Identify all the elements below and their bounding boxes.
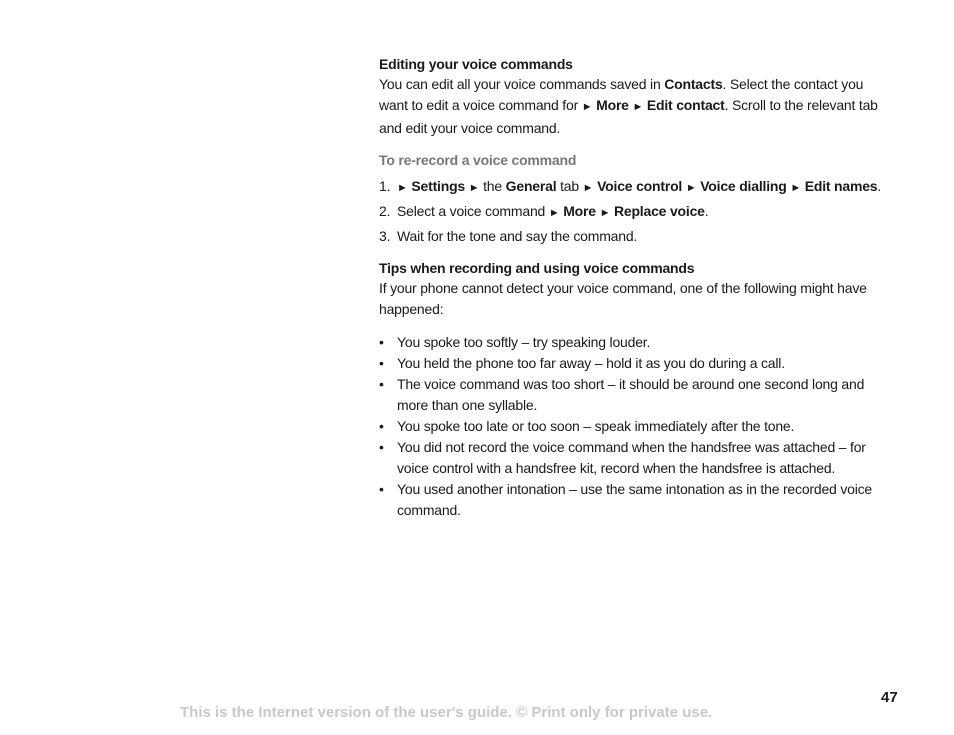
arrow-icon: ► — [599, 207, 611, 219]
arrow-icon: ► — [397, 182, 408, 194]
bullet-icon: • — [379, 376, 384, 392]
edit-contact-term: Edit contact — [646, 97, 725, 113]
arrow-icon: ► — [685, 182, 697, 194]
tips-list — [379, 332, 894, 521]
list-item: • You used another intonation – use the same intonation as in the recorded voice command. — [379, 479, 894, 521]
rerecord-steps — [379, 176, 894, 247]
step-item: 3. Wait for the tone and say the command. — [379, 228, 638, 244]
tips-intro: If your phone cannot detect your voice command, one of the following might have happened: — [379, 280, 867, 317]
bullet-icon: • — [379, 334, 384, 350]
bullet-icon: • — [379, 355, 384, 371]
list-item: • You spoke too softly – try speaking louder. — [379, 332, 894, 353]
editing-paragraph: You can edit all your voice commands saved in Contacts. Select the contact you want to edit a voice command for ► More ► Edit contact. Scroll to the relevant tab and edit your voice command. — [379, 76, 878, 136]
bullet-icon: • — [379, 418, 384, 434]
arrow-icon: ► — [548, 207, 560, 219]
editing-section — [379, 55, 894, 139]
step-item: 2. Select a voice command ► More ► Replace voice. — [379, 203, 709, 219]
rerecord-heading: To re-record a voice command — [379, 152, 577, 168]
page-content — [379, 55, 894, 533]
tips-section — [379, 259, 894, 521]
list-item: • You spoke too late or too soon – speak immediately after the tone. — [379, 416, 894, 437]
arrow-icon: ► — [632, 101, 644, 113]
list-item: • You did not record the voice command when the handsfree was attached – for voice control with a handsfree kit, record when the handsfree is attached. — [379, 437, 894, 479]
page-number: 47 — [881, 689, 898, 706]
list-item: • The voice command was too short – it should be around one second long and more than one syllable. — [379, 374, 894, 416]
editing-heading: Editing your voice commands — [379, 56, 573, 72]
arrow-icon: ► — [581, 101, 593, 113]
arrow-icon: ► — [468, 182, 480, 194]
arrow-icon: ► — [790, 182, 801, 194]
contacts-term: Contacts — [664, 76, 723, 92]
footer-notice: This is the Internet version of the user's guide. © Print only for private use. — [180, 704, 713, 721]
tips-heading: Tips when recording and using voice commands — [379, 260, 695, 276]
more-term: More — [596, 97, 629, 113]
list-item: • You held the phone too far away – hold it as you do during a call. — [379, 353, 894, 374]
bullet-icon: • — [379, 481, 384, 497]
arrow-icon: ► — [582, 182, 594, 194]
step-item: 1. ► Settings ► the General tab ► Voice control ► Voice dialling ► Edit names. — [379, 178, 882, 194]
bullet-icon: • — [379, 439, 384, 455]
